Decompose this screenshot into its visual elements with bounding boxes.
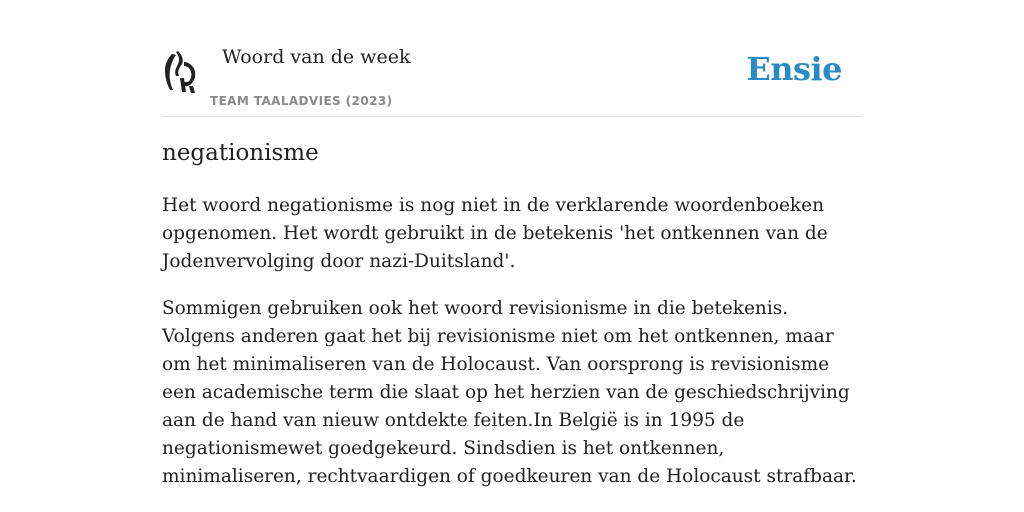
brand-logo[interactable]: Ensie [746,50,842,88]
article-card [162,0,862,487]
paragraph-2: Sommigen gebruiken ook het woord revisionisme in die betekenis. Volgens anderen gaat het bij revisionisme niet om het ontkennen, maar om het minimaliseren van de Holocaust. Van oorsprong is revisionisme een academische term die slaat op het herzien van de geschiedschrijving aan de hand van nieuw ontdekte feiten.In België is in 1995 de negationismewet goedgekeurd. Sindsdien is het ontkennen, minimaliseren, rechtvaardigen of goedkeuren van de Holocaust strafbaar. [162,298,857,487]
flemish-lion-logo-icon [162,48,198,96]
page-title: negationisme [162,140,319,166]
author-label: TEAM TAALADVIES (2023) [210,94,393,108]
paragraph-1: Het woord negationisme is nog niet in de verklarende woordenboeken opgenomen. Het wordt gebruikt in de betekenis 'het ontkennen van de Jodenvervolging door nazi-Duitsland'. [162,195,828,272]
article-header [162,0,862,117]
series-title: Woord van de week [222,46,411,68]
